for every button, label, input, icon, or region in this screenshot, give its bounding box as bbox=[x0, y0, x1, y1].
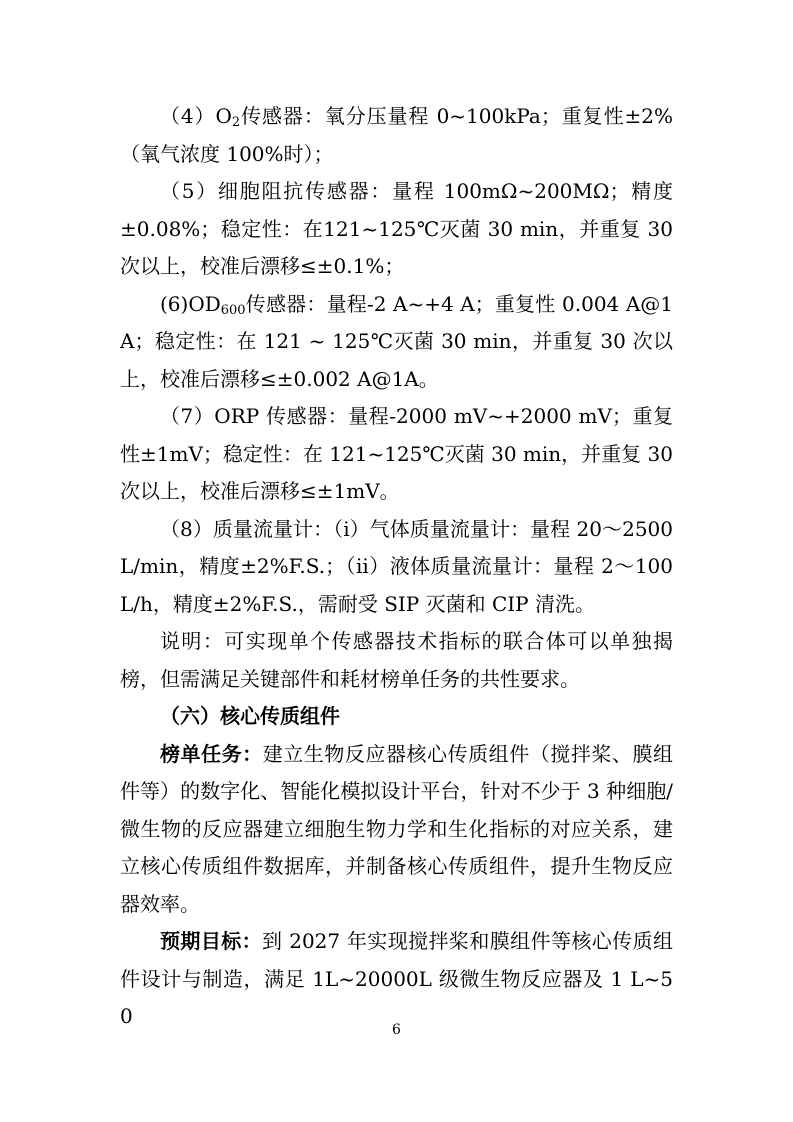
page-number: 6 bbox=[392, 1022, 401, 1038]
task-label: 榜单任务： bbox=[160, 741, 263, 766]
item-od600-prefix: (6)OD bbox=[160, 291, 221, 316]
item-o2-text: 传感器：氧分压量程 0~100kPa；重复性±2%（氧气浓度 100%时）； bbox=[120, 104, 673, 166]
document-body bbox=[120, 98, 673, 1036]
item-o2-sensor bbox=[120, 98, 673, 173]
item-mass-flow-meter: （8）质量流量计：（i）气体质量流量计：量程 20～2500L/min，精度±2%F.S.；（ii）液体质量流量计：量程 2～100 L/h，精度±2%F.S.，需耐受 SIP 灭菌和 CIP 清洗。 bbox=[120, 516, 673, 616]
goal-label: 预期目标： bbox=[160, 929, 263, 953]
item-od600-sensor bbox=[120, 286, 673, 399]
note-paragraph: 说明：可实现单个传感器技术指标的联合体可以单独揭榜，但需满足关键部件和耗材榜单任务的共性要求。 bbox=[120, 629, 673, 691]
item-orp-sensor: （7）ORP 传感器：量程-2000 mV~+2000 mV；重复性±1mV；稳定性：在 121~125℃灭菌 30 min，并重复 30 次以上，校准后漂移≤±1mV。 bbox=[120, 404, 673, 503]
goal-paragraph bbox=[120, 923, 673, 1036]
item-o2-subscript: 2 bbox=[231, 115, 241, 130]
task-paragraph bbox=[120, 736, 673, 924]
item-cell-impedance-sensor: （5）细胞阻抗传感器：量程 100mΩ~200MΩ；精度±0.08%；稳定性：在121~125℃灭菌 30 min，并重复 30 次以上，校准后漂移≤±0.1%； bbox=[120, 179, 673, 278]
item-od600-subscript: 600 bbox=[220, 302, 246, 318]
item-o2-prefix: （4）O bbox=[160, 104, 232, 128]
goal-text: 到 2027 年实现搅拌桨和膜组件等核心传质组件设计与制造，满足 1L~20000L 级微生物反应器及 1 L~50 bbox=[120, 929, 673, 1028]
section-heading: （六）核心传质组件 bbox=[160, 704, 340, 728]
item-od600-text: 传感器：量程-2 A~+4 A；重复性 0.004 A@1A；稳定性：在 121 ~ 125℃灭菌 30 min，并重复 30 次以上，校准后漂移≤±0.002 A@1A。 bbox=[120, 291, 673, 391]
task-text: 建立生物反应器核心传质组件（搅拌桨、膜组件等）的数字化、智能化模拟设计平台，针对不少于 3 种细胞/微生物的反应器建立细胞生物力学和生化指标的对应关系，建立核心传质组件数据库，并制备核心传质组件，提升生物反应器效率。 bbox=[120, 741, 674, 916]
